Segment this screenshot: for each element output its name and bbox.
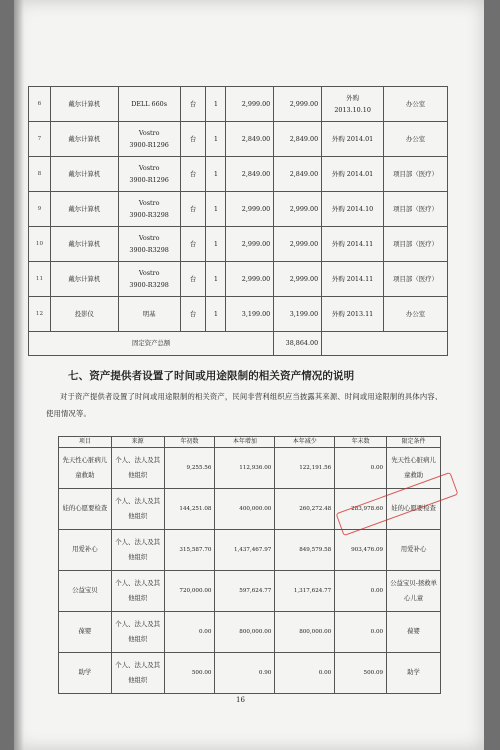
asset-name: 戴尔计算机	[50, 122, 118, 157]
table-row	[29, 297, 448, 332]
asset-source: 外购 2014.10	[322, 192, 384, 227]
asset-name: 戴尔计算机	[50, 262, 118, 297]
asset-quantity: 1	[206, 297, 226, 332]
restricted-item: 娃的心愿要检查	[59, 489, 112, 530]
asset-model: Vostro 3900-R3298	[118, 262, 180, 297]
fixed-asset-table	[28, 86, 448, 356]
table-row	[29, 227, 448, 262]
page-number: 16	[236, 696, 245, 704]
restricted-begin: 0.00	[164, 612, 215, 653]
restricted-condition: 先天性心脏病儿童救助	[387, 448, 441, 489]
asset-unit: 台	[180, 192, 206, 227]
restricted-condition: 娃的心愿要检查	[387, 489, 441, 530]
asset-unit-price: 2,999.00	[226, 192, 274, 227]
restricted-decrease: 1,317,624.77	[275, 571, 335, 612]
table-row	[29, 87, 448, 122]
asset-quantity: 1	[206, 122, 226, 157]
restricted-item: 先天性心脏病儿童救助	[59, 448, 112, 489]
asset-unit: 台	[180, 87, 206, 122]
restricted-assets-table	[58, 436, 441, 694]
asset-unit-price: 2,999.00	[226, 87, 274, 122]
asset-name: 戴尔计算机	[50, 87, 118, 122]
restricted-item: 公益宝贝	[59, 571, 112, 612]
asset-model: Vostro 3900-R1296	[118, 122, 180, 157]
table-row	[59, 448, 441, 489]
asset-source: 外购 2014.01	[322, 122, 384, 157]
restricted-source: 个人、法人及其他组织	[111, 530, 164, 571]
asset-name: 戴尔计算机	[50, 192, 118, 227]
asset-unit: 台	[180, 122, 206, 157]
restricted-end: 0.00	[335, 571, 387, 612]
table-row	[59, 530, 441, 571]
asset-index: 11	[29, 262, 51, 297]
asset-name: 戴尔计算机	[50, 227, 118, 262]
restricted-condition: 助学	[387, 653, 441, 694]
restricted-decrease: 260,272.48	[275, 489, 335, 530]
asset-index: 10	[29, 227, 51, 262]
restricted-increase: 400,000.00	[215, 489, 275, 530]
column-header: 限定条件	[387, 437, 441, 448]
asset-index: 8	[29, 157, 51, 192]
column-header: 年初数	[164, 437, 215, 448]
asset-model: Vostro 3900-R3298	[118, 192, 180, 227]
binding-shadow	[14, 0, 24, 750]
asset-location: 项目部（医疗）	[384, 157, 448, 192]
asset-unit-price: 2,849.00	[226, 157, 274, 192]
restricted-begin: 315,587.70	[164, 530, 215, 571]
restricted-decrease: 800,000.00	[275, 612, 335, 653]
asset-model: DELL 660s	[118, 87, 180, 122]
table-row	[59, 571, 441, 612]
restricted-end: 500.09	[335, 653, 387, 694]
asset-index: 9	[29, 192, 51, 227]
restricted-increase: 800,000.00	[215, 612, 275, 653]
restricted-end: 0.00	[335, 448, 387, 489]
restricted-source: 个人、法人及其他组织	[111, 448, 164, 489]
asset-index: 7	[29, 122, 51, 157]
column-header: 本年减少	[275, 437, 335, 448]
restricted-item: 助学	[59, 653, 112, 694]
asset-unit: 台	[180, 157, 206, 192]
asset-index: 12	[29, 297, 51, 332]
restricted-begin: 500.00	[164, 653, 215, 694]
asset-quantity: 1	[206, 192, 226, 227]
restricted-end: 0.00	[335, 612, 387, 653]
column-header: 年末数	[335, 437, 387, 448]
asset-quantity: 1	[206, 262, 226, 297]
asset-amount: 3,199.00	[274, 297, 322, 332]
asset-amount: 2,999.00	[274, 87, 322, 122]
asset-name: 戴尔计算机	[50, 157, 118, 192]
asset-amount: 2,999.00	[274, 192, 322, 227]
asset-amount: 2,849.00	[274, 157, 322, 192]
restricted-increase: 597,624.77	[215, 571, 275, 612]
asset-index: 6	[29, 87, 51, 122]
restricted-source: 个人、法人及其他组织	[111, 489, 164, 530]
asset-quantity: 1	[206, 227, 226, 262]
asset-location: 项目部（医疗）	[384, 192, 448, 227]
table-header-row	[59, 437, 441, 448]
asset-unit: 台	[180, 227, 206, 262]
table-row	[59, 653, 441, 694]
asset-location: 办公室	[384, 87, 448, 122]
asset-quantity: 1	[206, 157, 226, 192]
section-7-intro: 对于资产提供者设置了时间或用途限制的相关资产，民间非营利组织应当披露其来源、时间或用途限制的具体内容、使用情况等。	[46, 392, 443, 418]
asset-source: 外购 2014.11	[322, 227, 384, 262]
asset-source: 外购 2013.11	[322, 297, 384, 332]
restricted-increase: 1,437,467.97	[215, 530, 275, 571]
restricted-decrease: 849,579.58	[275, 530, 335, 571]
asset-model: 明基	[118, 297, 180, 332]
column-header: 来源	[111, 437, 164, 448]
asset-source: 外购 2014.11	[322, 262, 384, 297]
total-value: 38,864.00	[274, 332, 322, 356]
restricted-condition: 用爱补心	[387, 530, 441, 571]
asset-model: Vostro 3900-R1296	[118, 157, 180, 192]
restricted-end: 903,476.09	[335, 530, 387, 571]
restricted-source: 个人、法人及其他组织	[111, 653, 164, 694]
asset-amount: 2,999.00	[274, 262, 322, 297]
table-row	[29, 262, 448, 297]
asset-location: 办公室	[384, 122, 448, 157]
asset-unit-price: 2,999.00	[226, 227, 274, 262]
restricted-begin: 720,000.00	[164, 571, 215, 612]
restricted-source: 个人、法人及其他组织	[111, 612, 164, 653]
restricted-source: 个人、法人及其他组织	[111, 571, 164, 612]
total-row	[29, 332, 448, 356]
asset-unit-price: 2,999.00	[226, 262, 274, 297]
section-7-title: 七、资产提供者设置了时间或用途限制的相关资产情况的说明	[68, 370, 355, 382]
column-header: 项目	[59, 437, 112, 448]
asset-unit-price: 2,849.00	[226, 122, 274, 157]
asset-location: 办公室	[384, 297, 448, 332]
restricted-begin: 144,251.08	[164, 489, 215, 530]
asset-name: 投影仪	[50, 297, 118, 332]
restricted-decrease: 122,191.56	[275, 448, 335, 489]
total-empty	[322, 332, 448, 356]
restricted-increase: 112,936.00	[215, 448, 275, 489]
restricted-begin: 9,255.56	[164, 448, 215, 489]
table-row	[29, 157, 448, 192]
table-row	[29, 122, 448, 157]
table-row	[59, 612, 441, 653]
restricted-end: 283,978.60	[335, 489, 387, 530]
asset-location: 项目部（医疗）	[384, 227, 448, 262]
table-row	[29, 192, 448, 227]
total-label: 固定资产总额	[29, 332, 274, 356]
restricted-increase: 0.90	[215, 653, 275, 694]
asset-quantity: 1	[206, 87, 226, 122]
restricted-condition: 公益宝贝-拯救单心儿童	[387, 571, 441, 612]
asset-unit: 台	[180, 262, 206, 297]
restricted-item: 葆婴	[59, 612, 112, 653]
asset-amount: 2,999.00	[274, 227, 322, 262]
asset-unit: 台	[180, 297, 206, 332]
asset-model: Vostro 3900-R3298	[118, 227, 180, 262]
restricted-decrease: 0.00	[275, 653, 335, 694]
asset-source: 外购 2013.10.10	[322, 87, 384, 122]
asset-unit-price: 3,199.00	[226, 297, 274, 332]
restricted-condition: 葆婴	[387, 612, 441, 653]
column-header: 本年增加	[215, 437, 275, 448]
asset-source: 外购 2014.01	[322, 157, 384, 192]
asset-amount: 2,849.00	[274, 122, 322, 157]
asset-location: 项目部（医疗）	[384, 262, 448, 297]
restricted-item: 用爱补心	[59, 530, 112, 571]
